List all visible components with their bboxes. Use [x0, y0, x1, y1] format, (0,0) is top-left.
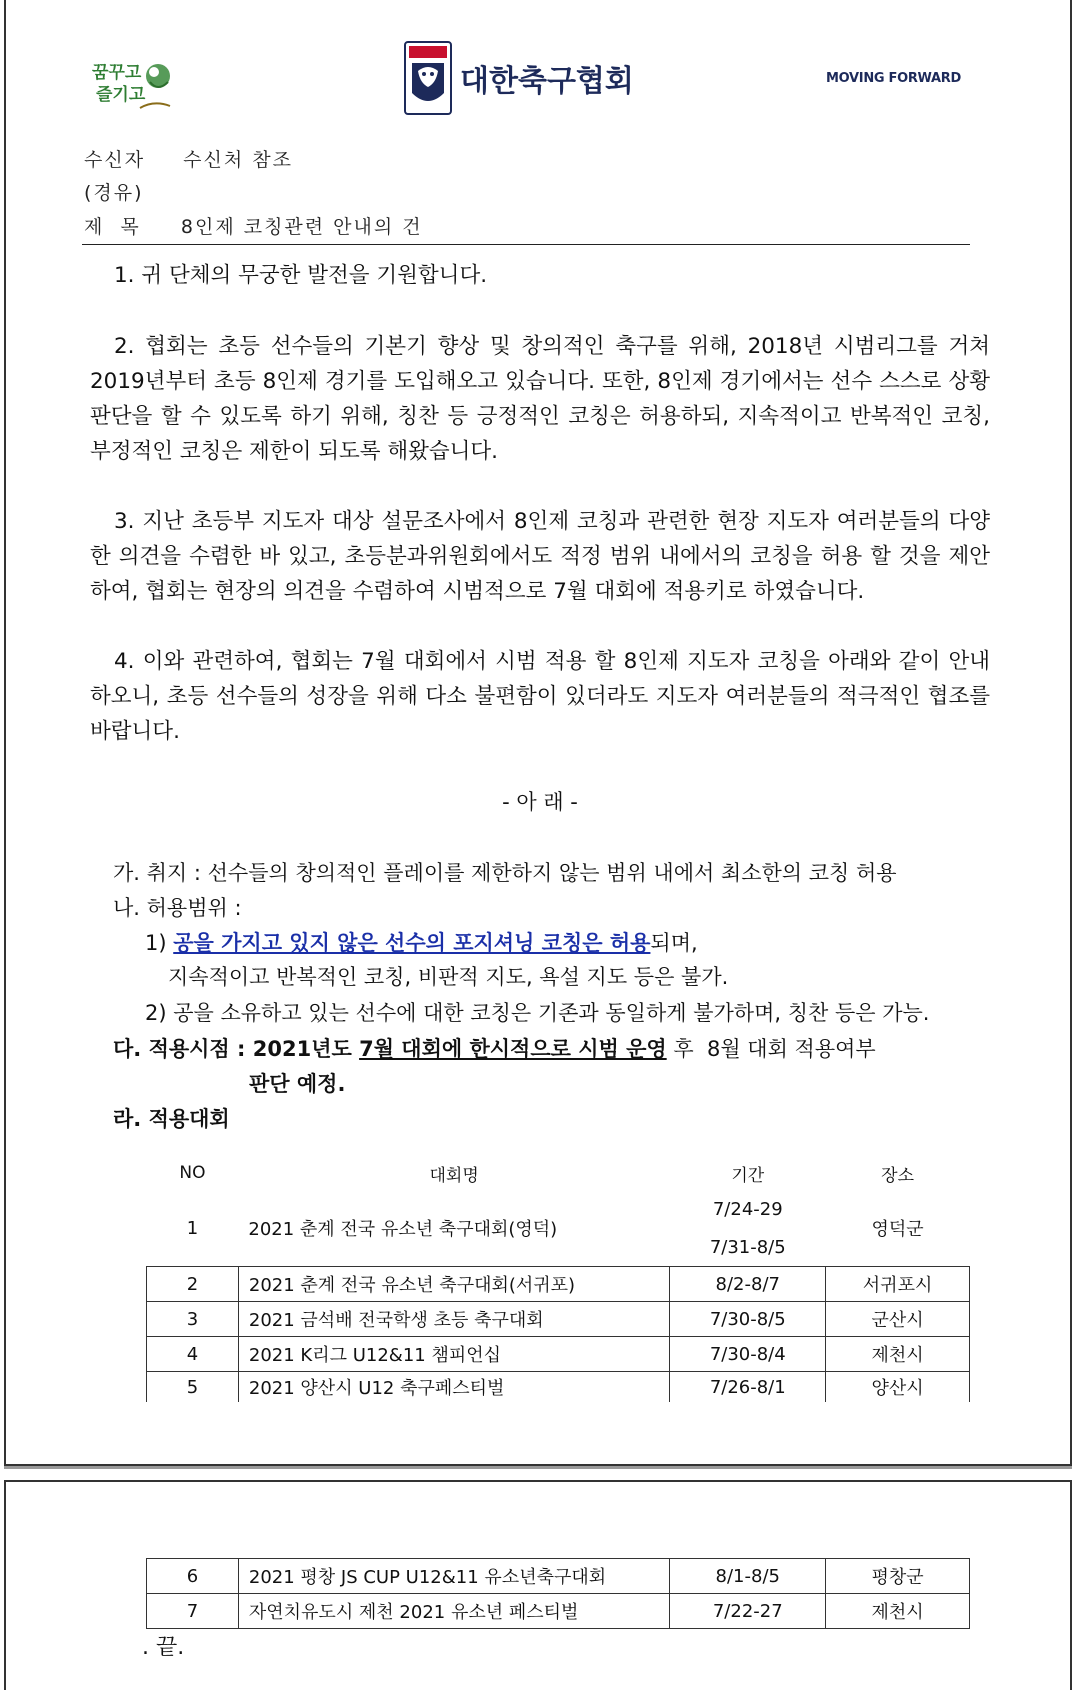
table-row: 5 2021 양산시 U12 축구페스티벌 7/26-8/1 양산시: [147, 1372, 970, 1403]
highlight-positioning: 공을 가지고 있지 않은 선수의 포지셔닝 코칭은 허용: [173, 931, 651, 955]
recipient-label: 수신자: [84, 149, 146, 171]
header-name: 대회명: [429, 1165, 479, 1186]
kfa-logo: [404, 40, 634, 116]
item-ra: 라. 적용대회: [113, 1107, 230, 1131]
slogan-logo: [88, 50, 184, 116]
header-no: NO: [179, 1163, 206, 1183]
svg-text:즐기고: 즐기고: [96, 85, 146, 105]
svg-text:꿈꾸고: 꿈꾸고: [92, 63, 142, 83]
paragraph-3: 3. 지난 초등부 지도자 대상 설문조사에서 8인제 코칭과 관련한 현장 지도자 여러분들의 다양한 의견을 수렴한 바 있고, 초등분과위원회에서도 적정 범위 내에서의 코칭을 허용 할 것을 제안하여, 협회는 현장의 의견을 수렴하여 시범적으로 7월 대회에 적용키로 하였습니다.: [90, 509, 990, 604]
table-row: 6 2021 평창 JS CUP U12&11 유소년축구대회 8/1-8/5 평창군: [147, 1559, 970, 1594]
org-name: 대한축구협회: [460, 64, 634, 99]
table-row: 2 2021 춘계 전국 유소년 축구대회(서귀포) 8/2-8/7 서귀포시: [147, 1267, 970, 1302]
end-mark: . 끝.: [142, 1635, 185, 1660]
item-ga: 가. 취지 : 선수들의 창의적인 플레이를 제한하지 않는 범위 내에서 최소한의 코칭 허용: [113, 861, 897, 885]
item-na-1: 1) 공을 가지고 있지 않은 선수의 포지셔닝 코칭은 허용되며,: [145, 931, 698, 955]
header-period: 기간: [731, 1165, 765, 1186]
via-row: [84, 178, 144, 205]
recipient-row: [84, 145, 293, 172]
table-header-row: [147, 1156, 970, 1190]
highlight-trial: 7월 대회에 한시적으로 시범 운영: [359, 1037, 667, 1061]
paragraph-2: 2. 협회는 초등 선수들의 기본기 향상 및 창의적인 축구를 위해, 2018년 시범리그를 거쳐 2019년부터 초등 8인제 경기를 도입해오고 있습니다. 또한, 8인제 경기에서는 선수 스스로 상황 판단을 할 수 있도록 하기 위해, 칭찬 등 긍정적인 코칭은 허용하되, 지속적이고 반복적인 코칭, 부정적인 코칭은 제한이 되도록 해왔습니다.: [90, 334, 990, 464]
competition-table-continued: [146, 1558, 970, 1629]
table-row: 3 2021 금석배 전국학생 초등 축구대회 7/30-8/5 군산시: [147, 1302, 970, 1337]
table-row: 7 자연치유도시 제천 2021 유소년 페스티벌 7/22-27 제천시: [147, 1594, 970, 1629]
item-da-cont: 판단 예정.: [249, 1072, 346, 1096]
table-row: 1 2021 춘계 전국 유소년 축구대회(영덕) 7/24-29 영덕군: [186, 1198, 924, 1240]
subject-row: [84, 212, 423, 239]
below-heading: - 아 래 -: [502, 790, 578, 814]
header-place: 장소: [881, 1165, 915, 1186]
subject-value: 8인제 코칭관련 안내의 건: [180, 216, 423, 238]
recipient-value: 수신처 참조: [183, 149, 293, 171]
competition-table: NO 대회명 기간 장소 1 2021 춘계 전국 유소년 축구대회(영덕) 7/24-29 영덕군 7/31-8/5 2 2021 춘계 전국 유소년 축구대회(서귀포) 8/2-8/7 서귀포시 3 2021 금석배 전국학생 초등 축구대회 7/30-8/5 군산시 4 2021 K리그 U12&11 챔피언십 7/30-8/4 제천시 5 2021 양산시 U12 축구페스티벌 7/26-8/1 양산시: [146, 1156, 970, 1402]
item-na-2: 2) 공을 소유하고 있는 선수에 대한 코칭은 기존과 동일하게 불가하며, 칭찬 등은 가능.: [145, 1001, 930, 1025]
via-label: (경유): [84, 182, 144, 204]
motto-text: MOVING FORWARD: [826, 71, 961, 86]
item-na-1-cont: 지속적이고 반복적인 코칭, 비판적 지도, 욕설 지도 등은 불가.: [168, 965, 729, 989]
paragraph-1: 1. 귀 단체의 무궁한 발전을 기원합니다.: [114, 263, 488, 288]
header-divider: [82, 244, 970, 245]
table-row: 4 2021 K리그 U12&11 챔피언십 7/30-8/4 제천시: [147, 1337, 970, 1372]
subject-label: 제 목: [84, 216, 141, 238]
paragraph-4: 4. 이와 관련하여, 협회는 7월 대회에서 시범 적용 할 8인제 지도자 코칭을 아래와 같이 안내하오니, 초등 선수들의 성장을 위해 다소 불편함이 있더라도 지도자 여러분들의 적극적인 협조를 바랍니다.: [90, 649, 990, 744]
kfa-emblem-icon: [404, 41, 452, 115]
item-na: 나. 허용범위 :: [113, 896, 242, 920]
item-da: 다. 적용시점 : 2021년도 7월 대회에 한시적으로 시범 운영 후 8월 대회 적용여부: [113, 1037, 876, 1061]
